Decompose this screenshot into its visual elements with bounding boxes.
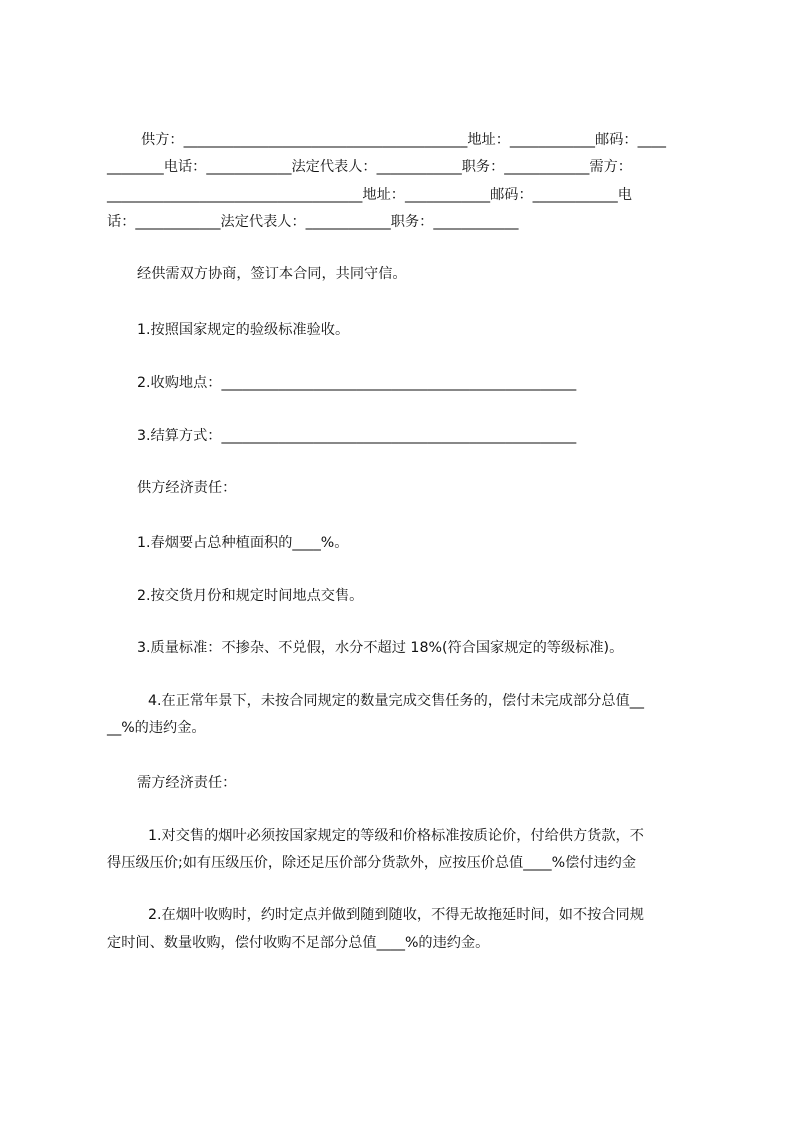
buyer-item-1-line-2: 得压级压价;如有压级压价，除还足压价部分货款外，应按压价总值____%偿付违约金 — [107, 855, 637, 871]
supplier-item-2: 2.按交货月份和规定时间地点交售。 — [137, 588, 364, 604]
header-line-1: 供方：________________________________________地址：____________邮码：____ — [141, 132, 666, 148]
buyer-item-2-line-1: 2.在烟叶收购时，约时定点并做到随到随收，不得无故拖延时间，如不按合同规 — [148, 907, 644, 923]
supplier-item-1: 1.春烟要占总种植面积的____%。 — [137, 535, 349, 551]
buyer-item-1-line-1: 1.对交售的烟叶必须按国家规定的等级和价格标准按质论价，付给供方货款，不 — [148, 828, 644, 844]
general-term-1: 1.按照国家规定的验级标准验收。 — [137, 322, 350, 338]
supplier-section-title: 供方经济责任： — [137, 480, 237, 496]
supplier-item-4-line-2: __%的违约金。 — [107, 720, 206, 736]
intro-paragraph: 经供需双方协商，签订本合同，共同守信。 — [137, 266, 407, 282]
header-line-4: 话：____________法定代表人：____________职务：____________ — [107, 214, 519, 230]
general-term-3: 3.结算方式：__________________________________________________ — [137, 428, 577, 444]
buyer-section-title: 需方经济责任： — [137, 775, 237, 791]
header-line-2: ________电话：____________法定代表人：____________职务：____________需方： — [107, 159, 632, 175]
supplier-item-3: 3.质量标准：不掺杂、不兑假，水分不超过 18%(符合国家规定的等级标准)。 — [137, 640, 624, 656]
header-line-3: ____________________________________地址：____________邮码：____________电 — [107, 187, 632, 203]
buyer-item-2-line-2: 定时间、数量收购，偿付收购不足部分总值____%的违约金。 — [107, 935, 490, 951]
supplier-item-4-line-1: 4.在正常年景下，未按合同规定的数量完成交售任务的，偿付未完成部分总值__ — [148, 693, 644, 709]
general-term-2: 2.收购地点：__________________________________________________ — [137, 375, 577, 391]
